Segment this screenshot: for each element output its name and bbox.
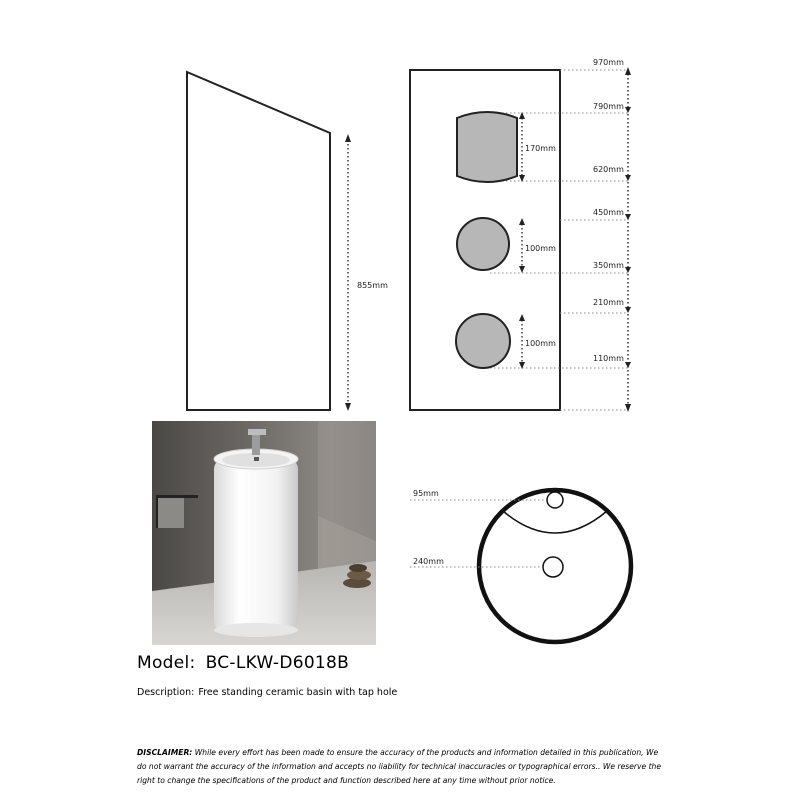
level-label-110: 110mm [593, 354, 624, 363]
product-photo [152, 421, 376, 645]
height-arrow-top [345, 134, 351, 142]
waste-offset-label: 240mm [413, 557, 444, 566]
side-profile-outline [187, 72, 330, 410]
description-line [137, 687, 397, 698]
overall-arrow-top [625, 67, 631, 75]
waste-hole [543, 557, 563, 577]
description-label: Description: [137, 687, 195, 698]
cutout-middle-arrow-top [519, 218, 525, 225]
tick-450 [625, 214, 631, 220]
level-label-620: 620mm [593, 165, 624, 174]
cutout-middle-label: 100mm [525, 244, 556, 253]
tick-620 [625, 175, 631, 181]
level-label-210: 210mm [593, 298, 624, 307]
front-view [410, 58, 631, 412]
model-label: Model: [137, 653, 196, 673]
cutout-upper-arrow-top [519, 112, 525, 119]
cutout-lower-label: 100mm [525, 339, 556, 348]
tick-350 [625, 267, 631, 273]
top-view [410, 489, 631, 642]
model-line [137, 653, 359, 673]
side-view [187, 72, 388, 411]
cutout-upper-label: 170mm [525, 144, 556, 153]
level-label-970: 970mm [593, 58, 624, 67]
tick-210 [625, 307, 631, 313]
disclaimer [137, 746, 667, 788]
tap-hole [547, 492, 563, 508]
cutout-middle [457, 218, 509, 270]
level-label-790: 790mm [593, 102, 624, 111]
cutout-lower [456, 314, 510, 368]
disclaimer-label: DISCLAIMER: [137, 748, 193, 757]
cutout-upper-arrow-bottom [519, 175, 525, 182]
tick-790 [625, 107, 631, 113]
cutout-lower-arrow-top [519, 314, 525, 321]
level-label-350: 350mm [593, 261, 624, 270]
height-arrow-bottom [345, 403, 351, 411]
basin-cutout-upper [457, 112, 517, 182]
cutout-lower-arrow-bottom [519, 362, 525, 369]
tap-offset-label: 95mm [413, 489, 439, 498]
tick-110 [625, 362, 631, 368]
overall-arrow-bottom [625, 404, 631, 412]
height-label: 855mm [357, 281, 388, 290]
model-code: BC-LKW-D6018B [205, 653, 350, 673]
level-label-450: 450mm [593, 208, 624, 217]
description-text: Free standing ceramic basin with tap hole [198, 687, 398, 698]
basin-back-ledge [503, 511, 607, 533]
cutout-middle-arrow-bottom [519, 266, 525, 273]
disclaimer-text: While every effort has been made to ensure the accuracy of the products and information detailed in this publication, We do not warrant the accuracy of the information and accepts no liability for technical inaccuracies or typographical errors.. We reserve the right to change the specifications of the product and function described here at any time without prior notice. [137, 748, 662, 785]
